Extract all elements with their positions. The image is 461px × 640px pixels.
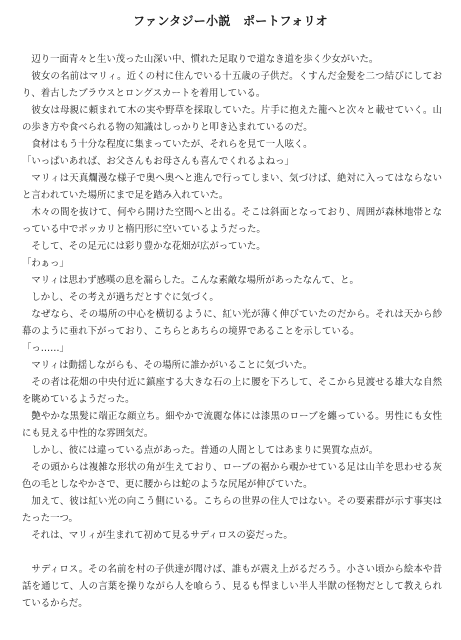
paragraph: その者は花畑の中央付近に鎮座する大きな石の上に腰を下ろして、そこから見渡せる雄大な自然を眺めているようだった。	[22, 377, 442, 405]
paragraph: そして、その足元には彩り豊かな花畑が広がっていた。	[31, 241, 266, 252]
paragraph: しかし、その考えが過ちだとすぐに気づく。	[31, 292, 219, 303]
paragraph: 食材はもう十分な程度に集まっていたが、それらを見て一人呟く。	[31, 139, 313, 150]
paragraph: マリィは動揺しながらも、その場所に誰かがいることに気づいた。	[31, 360, 313, 371]
section-break	[22, 544, 442, 561]
dialogue-line: 「っ……」	[22, 343, 69, 354]
paragraph: マリィは思わず感嘆の息を漏らした。こんな素敵な場所があったなんて、と。	[31, 275, 359, 286]
paragraph: 木々の間を抜けて、何やら開けた空間へと出る。そこは斜面となっており、周囲が森林地帯となっている中でポッカリと楕円形に空いているようだった。	[22, 207, 442, 235]
paragraph: 彼女は母親に頼まれて木の実や野草を採取していた。片手に抱えた籠へと次々と載せていく。山の歩き方や食べられる物の知識はしっかりと叩き込まれているのだ。	[22, 105, 442, 133]
paragraph: サディロス。その名前を村の子供達が聞けば、誰もが震え上がるだろう。小さい頃から絵本や昔話を通じて、人の言葉を操りながら人を喰らう、見るも悍ましい半人半獣の怪物だとして教えられているからだ。	[22, 564, 442, 609]
paragraph: それは、マリィが生まれて初めて見るサディロスの姿だった。	[31, 530, 293, 541]
paragraph: なぜなら、その場所の中心を横切るように、紅い光が薄く伸びていたのだから。それは天から紗幕のように垂れ下がっており、こちらとあちらの境界であることを示している。	[22, 309, 442, 337]
dialogue-line: 「わぁっ」	[22, 258, 69, 269]
paragraph: その頭からは複雑な形状の角が生えており、ローブの裾から覗かせている足は山羊を思わせる灰色の毛としなやかさで、更に腰からは蛇のような尻尾が伸びていた。	[22, 462, 442, 490]
story-body	[22, 51, 442, 612]
page-title: ファンタジー小説 ポートフォリオ	[132, 14, 328, 28]
paragraph: マリィは天真爛漫な様子で奥へ奥へと進んで行ってしまい、気づけば、絶対に入ってはならないと言われていた場所にまで足を踏み入れていた。	[22, 173, 442, 201]
paragraph: しかし、彼には違っている点があった。普通の人間としてはあまりに異質な点が。	[31, 445, 379, 456]
dialogue-line: 「いっぱいあれば、お父さんもお母さんも喜んでくれるよねっ」	[22, 156, 294, 167]
paragraph: 彼女の名前はマリィ。近くの村に住んでいる十五歳の子供だ。くすんだ金髪を二つ結びにしており、着古したブラウスとロングスカートを着用している。	[22, 71, 442, 99]
paragraph: 加えて、彼は紅い光の向こう側にいる。こちらの世界の住人ではない。その要素群が示す事実はたった一つ。	[22, 496, 442, 524]
paragraph: 辺り一面青々と生い茂った山深い中、慣れた足取りで道なき道を歩く少女がいた。	[31, 54, 379, 65]
paragraph: 艶やかな黒髪に端正な顔立ち。細やかで流麗な体には漆黒のローブを纏っている。男性にも女性にも見える中性的な雰囲気だ。	[22, 411, 442, 439]
